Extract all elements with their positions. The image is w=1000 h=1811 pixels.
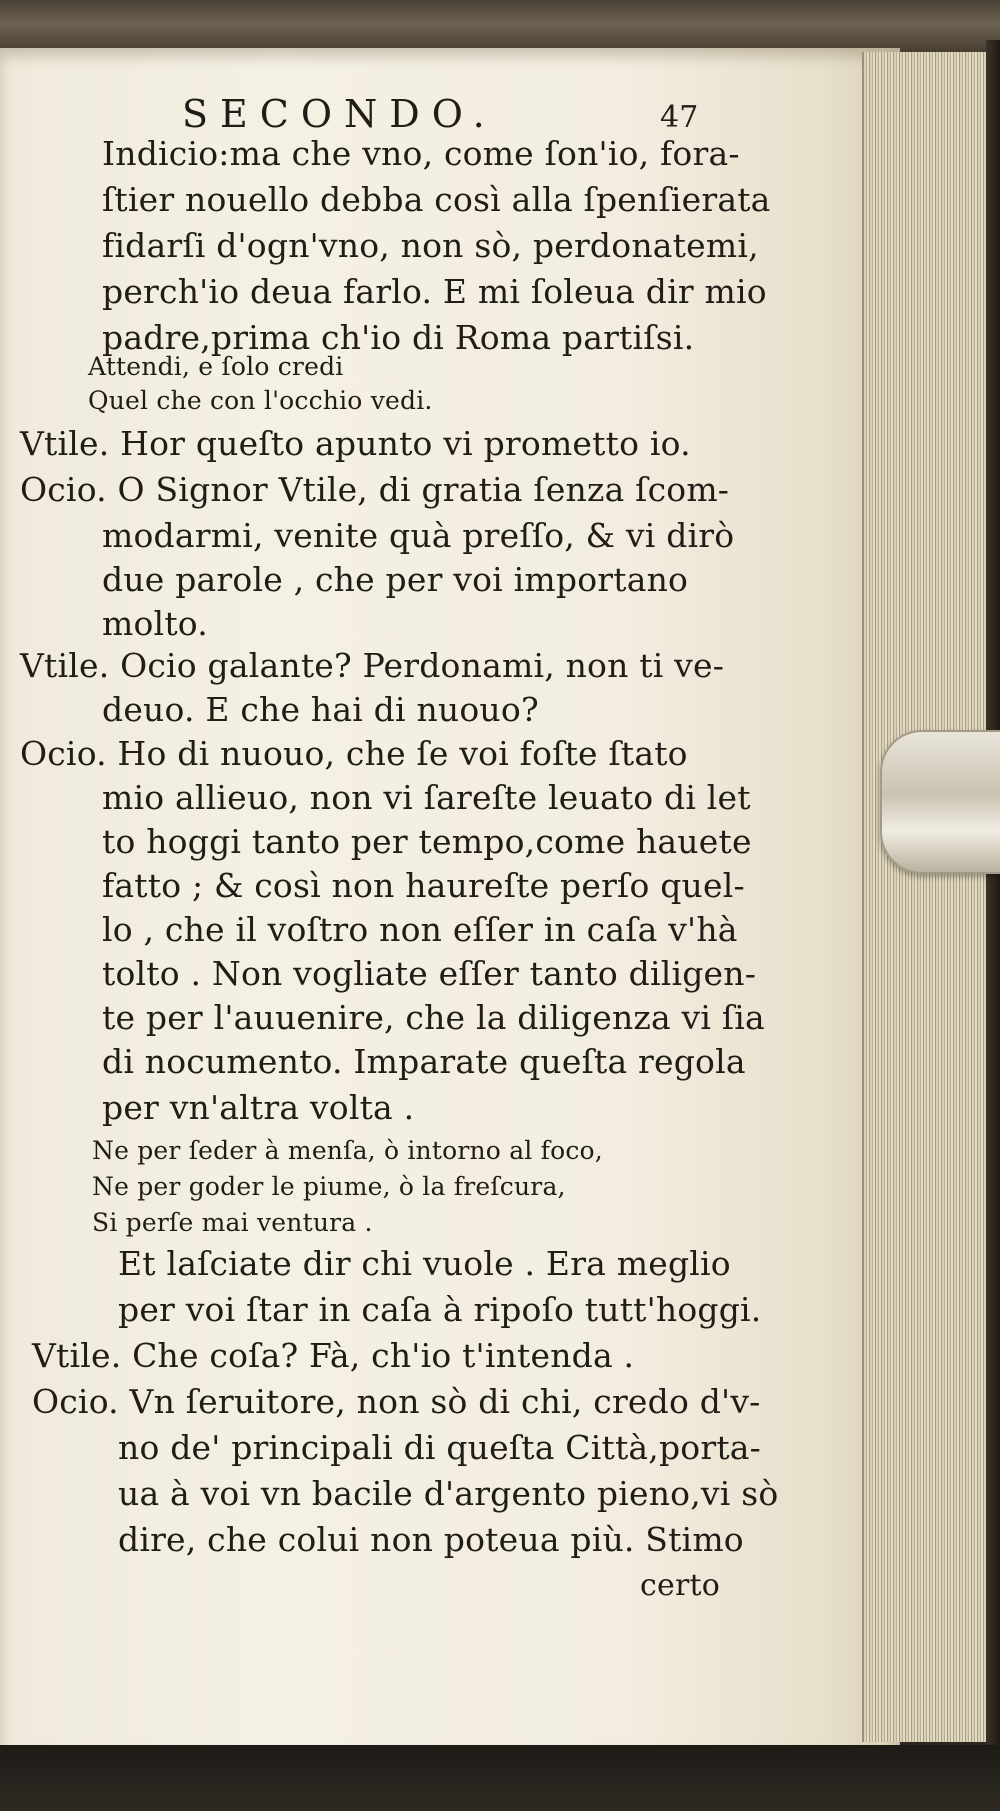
book-clasp	[880, 730, 1000, 874]
text-line: te per l'auuenire, che la diligenza vi ſia	[102, 998, 765, 1037]
speaker-line: Vtile. Hor queſto apunto vi prometto io.	[20, 424, 691, 463]
text-line: deuo. E che hai di nuouo?	[102, 690, 539, 729]
book-binding-bottom	[0, 1745, 1000, 1811]
page-number: 47	[660, 100, 699, 135]
speaker-line: Ocio. Ho di nuouo, che ſe voi foſte ſtato	[20, 734, 688, 773]
text-line: per voi ſtar in caſa à ripoſo tutt'hoggi.	[118, 1290, 762, 1329]
text-line: ua à voi vn bacile d'argento pieno,vi sò	[118, 1474, 779, 1513]
text-line: molto.	[102, 604, 208, 643]
speaker-line: Ocio. Vn ſeruitore, non sò di chi, credo d'v-	[32, 1382, 761, 1421]
running-head: SECONDO.	[182, 92, 497, 136]
page-edges	[862, 52, 989, 1742]
verse-line: Ne per goder le piume, ò la freſcura,	[92, 1172, 566, 1201]
text-line: lo , che il voſtro non eſſer in caſa v'hà	[102, 910, 738, 949]
speaker-line: Ocio. O Signor Vtile, di gratia ſenza ſcom-	[20, 470, 730, 509]
text-line: due parole , che per voi importano	[102, 560, 689, 599]
text-line: to hoggi tanto per tempo,come hauete	[102, 822, 752, 861]
text-line: ſtier nouello debba così alla ſpenſierata	[102, 180, 771, 219]
text-line: perch'io deua farlo. E mi ſoleua dir mio	[102, 272, 767, 311]
text-line: fatto ; & così non haureſte perſo quel-	[102, 866, 745, 905]
text-line: per vn'altra volta .	[102, 1088, 415, 1127]
book-cover-edge	[986, 40, 1000, 1760]
text-line: no de' principali di queſta Città,porta-	[118, 1428, 762, 1467]
text-line: padre,prima ch'io di Roma partiſsi.	[102, 318, 695, 357]
text-line: Et laſciate dir chi vuole . Era meglio	[118, 1244, 731, 1283]
text-line: fidarſi d'ogn'vno, non sò, perdonatemi,	[102, 226, 759, 265]
verse-line: Quel che con l'occhio vedi.	[88, 386, 433, 415]
text-line: di nocumento. Imparate queſta regola	[102, 1042, 746, 1081]
speaker-line: Vtile. Che coſa? Fà, ch'io t'intenda .	[32, 1336, 635, 1375]
text-line: modarmi, venite quà preſſo, & vi dirò	[102, 516, 735, 555]
speaker-line: Vtile. Ocio galante? Perdonami, non ti ve-	[20, 646, 725, 685]
text-line: tolto . Non vogliate eſſer tanto diligen-	[102, 954, 757, 993]
catchword: certo	[640, 1568, 721, 1603]
verse-line: Si perſe mai ventura .	[92, 1208, 373, 1237]
verse-line: Ne per ſeder à menſa, ò intorno al foco,	[92, 1136, 603, 1165]
text-line: mio allieuo, non vi ſareſte leuato di let	[102, 778, 751, 817]
verse-line: Attendi, e ſolo credi	[88, 352, 344, 381]
text-line: Indicio:ma che vno, come ſon'io, fora-	[102, 134, 740, 173]
text-line: dire, che colui non poteua più. Stimo	[118, 1520, 744, 1559]
